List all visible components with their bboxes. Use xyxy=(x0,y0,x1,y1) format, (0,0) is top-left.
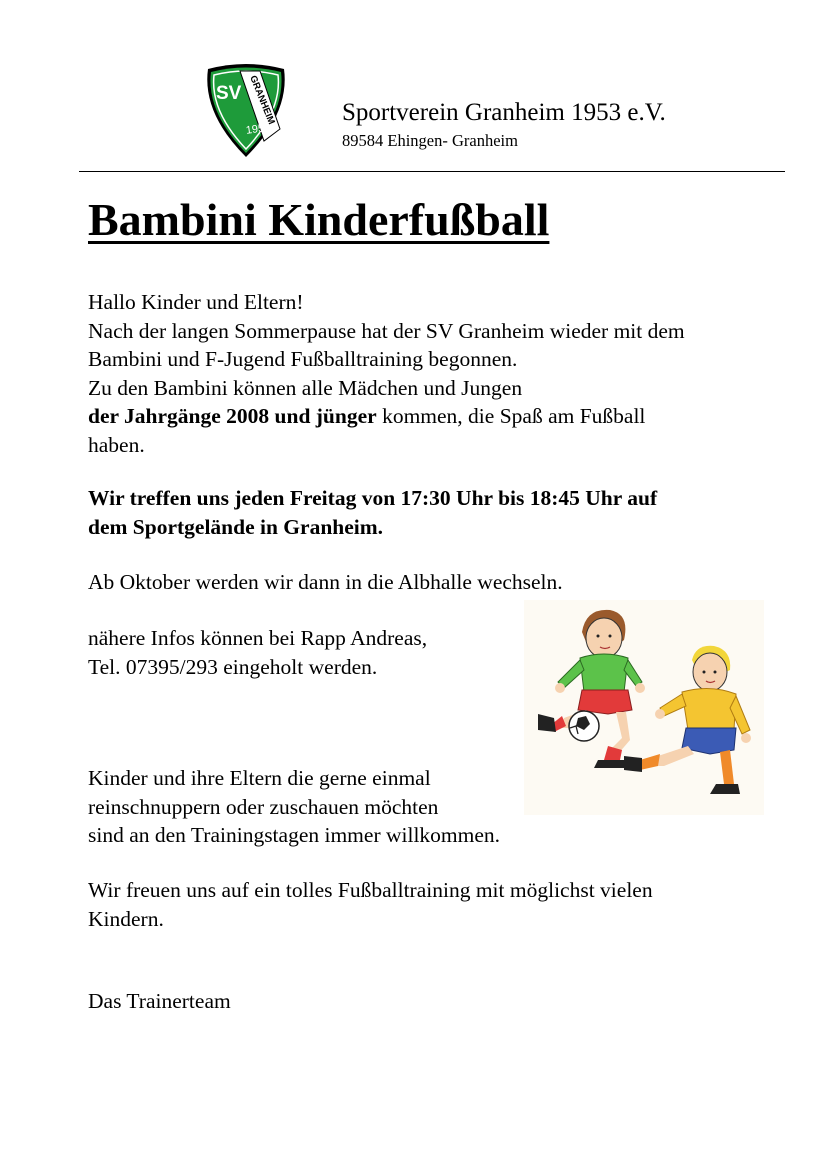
schedule-paragraph xyxy=(88,484,657,541)
page-title: Bambini Kinderfußball xyxy=(88,194,550,245)
children-playing-football-icon xyxy=(524,600,764,815)
logo-band-text: GRANHEIM xyxy=(247,74,277,127)
schedule-line: Wir treffen uns jeden Freitag von 17:30 Uhr bis 18:45 Uhr auf xyxy=(88,486,658,510)
intro-line-with-years xyxy=(88,402,685,431)
closing-line: Wir freuen uns auf ein tolles Fußballtraining mit möglichst vielen xyxy=(88,878,653,902)
club-name: Sportverein Granheim 1953 e.V. xyxy=(342,99,666,126)
logo-sv-text: SV xyxy=(216,83,242,104)
club-address: 89584 Ehingen- Granheim xyxy=(342,131,518,150)
closing-line: Kindern. xyxy=(88,906,164,931)
contact-paragraph xyxy=(88,624,427,681)
intro-line: haben. xyxy=(88,432,145,457)
intro-line: Hallo Kinder und Eltern! xyxy=(88,290,304,314)
contact-line: Tel. 07395/293 eingeholt werden. xyxy=(88,654,378,679)
intro-paragraph xyxy=(88,288,685,459)
intro-line: Nach der langen Sommerpause hat der SV Granheim wieder mit dem xyxy=(88,318,685,343)
closing-paragraph xyxy=(88,876,653,933)
signature: Das Trainerteam xyxy=(88,989,231,1013)
header-divider xyxy=(79,171,785,172)
birth-years-highlight: der Jahrgänge 2008 und jünger xyxy=(88,404,377,428)
winter-note: Ab Oktober werden wir dann in die Albhalle wechseln. xyxy=(88,570,563,594)
intro-line: Bambini und F-Jugend Fußballtraining begonnen. xyxy=(88,347,518,371)
schedule-line: dem Sportgelände in Granheim. xyxy=(88,514,384,539)
intro-line: Zu den Bambini können alle Mädchen und Jungen xyxy=(88,375,523,400)
invite-paragraph xyxy=(88,764,500,850)
contact-line: nähere Infos können bei Rapp Andreas, xyxy=(88,626,428,650)
logo-year-text: 1953 xyxy=(245,121,272,137)
invite-line: Kinder und ihre Eltern die gerne einmal xyxy=(88,766,431,790)
intro-line-rest: kommen, die Spaß am Fußball xyxy=(376,404,646,428)
club-logo xyxy=(200,63,292,161)
invite-line: reinschnuppern oder zuschauen möchten xyxy=(88,794,439,819)
invite-line: sind an den Trainingstagen immer willkommen. xyxy=(88,823,501,847)
